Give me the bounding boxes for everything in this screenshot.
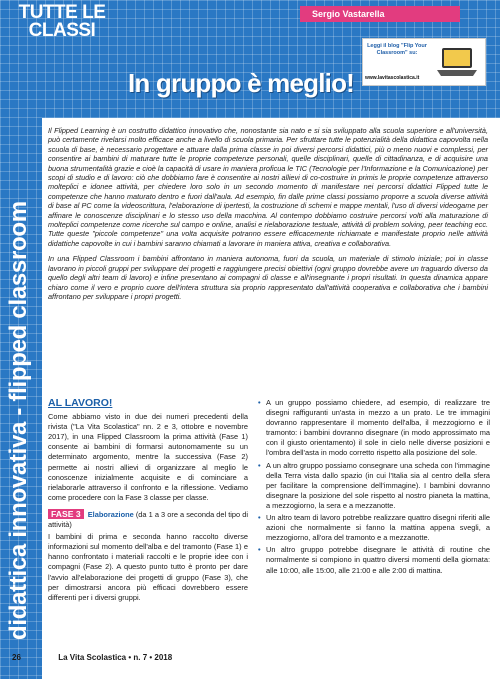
side-section-title: didattica innovativa - flipped classroom bbox=[5, 201, 32, 640]
bullet-icon: • bbox=[258, 545, 261, 555]
bullet-icon: • bbox=[258, 513, 261, 523]
author-name: Sergio Vastarella bbox=[300, 6, 460, 22]
section-heading: AL LAVORO! bbox=[48, 397, 113, 409]
list-item bbox=[258, 513, 490, 543]
bullet-icon: • bbox=[258, 460, 261, 470]
phase-note: (da 1 a 3 ore a seconda del tipo di attività) bbox=[48, 509, 248, 530]
blog-callout bbox=[362, 38, 486, 86]
blog-url[interactable]: www.lavitascolastica.it bbox=[365, 75, 420, 81]
section-label: TUTTE LE CLASSI bbox=[18, 2, 106, 41]
publication-name: La Vita Scolastica • n. 7 • 2018 bbox=[58, 653, 173, 662]
right-column bbox=[258, 398, 490, 578]
body-paragraph: Come abbiamo visto in due dei numeri precedenti della rivista ("La Vita Scolastica" nn. 2 e 3, ottobre e novembre 2017), in una Flipped Classroom la prima attività (Fase 1) consente ai bambini di formarsi autonomamente su un determinato argomento, mentre la successiva (Fase 2) permette ai nostri allievi di organizzare al meglio le conoscenze inizialmente acquisite e di cominciare a rielaborarle attraverso il confronto e la riflessione. Vediamo come procedere con la Fase 3 classe per classe. bbox=[48, 412, 248, 502]
intro-text bbox=[48, 126, 488, 307]
list-item bbox=[258, 461, 490, 511]
list-item-text: A un altro gruppo possiamo consegnare una scheda con l'immagine della Terra vista dallo spazio (in cui l'Italia sia al centro della sfera per facilitare la comprensione dell'immagine). I bambini dovranno disegnare la posizione del sole rispetto al nostro pianeta la mattina, a mezzogiorno, la sera e a mezzanotte. bbox=[266, 460, 490, 510]
phase-title: Elaborazione bbox=[87, 509, 134, 519]
bullet-icon: • bbox=[258, 398, 261, 407]
page-number: 26 bbox=[12, 653, 21, 662]
list-item-text: Un altro team di lavoro potrebbe realizzare quattro disegni riferiti alle azioni che normalmente si fanno la mattina appena svegli, a mezzogiorno, all'ora del tramonto e a mezzanotte. bbox=[266, 513, 490, 543]
left-column bbox=[48, 398, 248, 605]
list-item bbox=[258, 545, 490, 575]
page-footer bbox=[12, 653, 272, 662]
list-item bbox=[258, 398, 490, 459]
list-item-text: A un gruppo possiamo chiedere, ad esempio, di realizzare tre disegni raffiguranti un'asta in mezzo a un prato. Le tre immagini dovranno rappresentare il momento dell'alba, il mezzogiorno e il tramonto: i bambini dovranno disegnare (in modo approssimato ma con il giusto orientamento) il sole in cielo nelle diverse posizioni e l'ombra dell'asta in modo corretto rispetto alla posizione del sole. bbox=[266, 398, 490, 458]
intro-paragraph: In una Flipped Classroom i bambini affrontano in maniera autonoma, fuori da scuola, un materiale di stimolo iniziale; poi in classe lavorano in piccoli gruppi per sviluppare dei progetti e raggiungere precisi obiettivi (ogni gruppo dovrebbe avere un traguardo diverso da quello degli altri team di lavoro) e infine presentano ai compagni di classe e all'insegnante i propri risultati. In questa dinamica appare chiaro come il vero e proprio cuore dell'intera struttura sia proprio rappresentato dall'attività cooperativa e collaborativa che i bambini affrontano per sviluppare i propri progetti. bbox=[48, 254, 488, 301]
body-paragraph: I bambini di prima e seconda hanno raccolto diverse informazioni sul momento dell'alba e del tramonto (Fase 1) e hanno confrontato i materiali raccolti e le proprie idee con i compagni (Fase 2). A questo punto tutto è pronto per dare l'avvio all'elaborazione dei progetti di gruppo (Fase 3), che per dimostrarsi ancora più efficaci dovrebbero essere differenti per i diversi gruppi. bbox=[48, 532, 248, 602]
phase-badge: FASE 3 bbox=[48, 509, 84, 519]
blog-callout-text: Leggi il blog "Flip Your Classroom" su: bbox=[367, 43, 427, 56]
laptop-icon bbox=[435, 45, 479, 79]
phase-heading bbox=[48, 509, 248, 530]
intro-paragraph: Il Flipped Learning è un costrutto didattico innovativo che, nonostante sia nato e si sia sviluppato alla scuola superiore e all'università, può certamente rivelarsi molto efficace anche a livello di scuola primaria. Per sfruttare tutte le potenzialità della didattica capovolta nella scuola di base, è necessario progettare e attuare dalla prima classe in poi diversi percorsi didattici, più o meno nuovi e complessi, per consentire ai bambini di maturare tutte le proprie competenze personali, quelle disciplinari, quelle di cittadinanza, e di acquisire una buona strumentalità grazie e cioè la capacità di usare in maniera proficua le TIC (Tecnologie per l'Informazione e la Comunicazione) per scopi di studio e di lavoro: ciò che dobbiamo fare è consentire ai nostri allievi di co-costruire in primis le proprie competenze attraverso molteplici e idonee attività, per chiedere loro solo in un secondo momento di manifestare nei percorsi didattici Flipped tutte le competenze che hanno maturato dentro e fuori dall'aula. Ad esempio, fin dalle prime classi possiamo proporre a scuola diverse attività di base al PC come la videoscrittura, l'elaborazione di ipertesti, la costruzione di schemi e mappe mentali, l'uso di diversi videogame per affinare le conoscenze disciplinari e lo stesso uso della macchina. Al contempo dobbiamo costruire percorsi volti alla maturazione di molteplici competenze come ricerche sul campo e online, analisi e rielaborazione testuale, attività di problem solving, peer teaching ecc. Tutte queste "piccole competenze" una volta acquisite potranno essere efficacemente richiamate e manifestate proprio nelle attività didattiche capovolte in cui i bambini saranno chiamati a lavorare in maniera attiva, creativa e collaborativa. bbox=[48, 126, 488, 248]
list-item-text: Un altro gruppo potrebbe disegnare le attività di routine che normalmente si compiono in quattro diversi momenti della giornata: alle 10:00, alle 15:00, alle 21:00 e alle 2:00 di mattina. bbox=[266, 545, 490, 575]
page-title: In gruppo è meglio! bbox=[128, 68, 355, 98]
